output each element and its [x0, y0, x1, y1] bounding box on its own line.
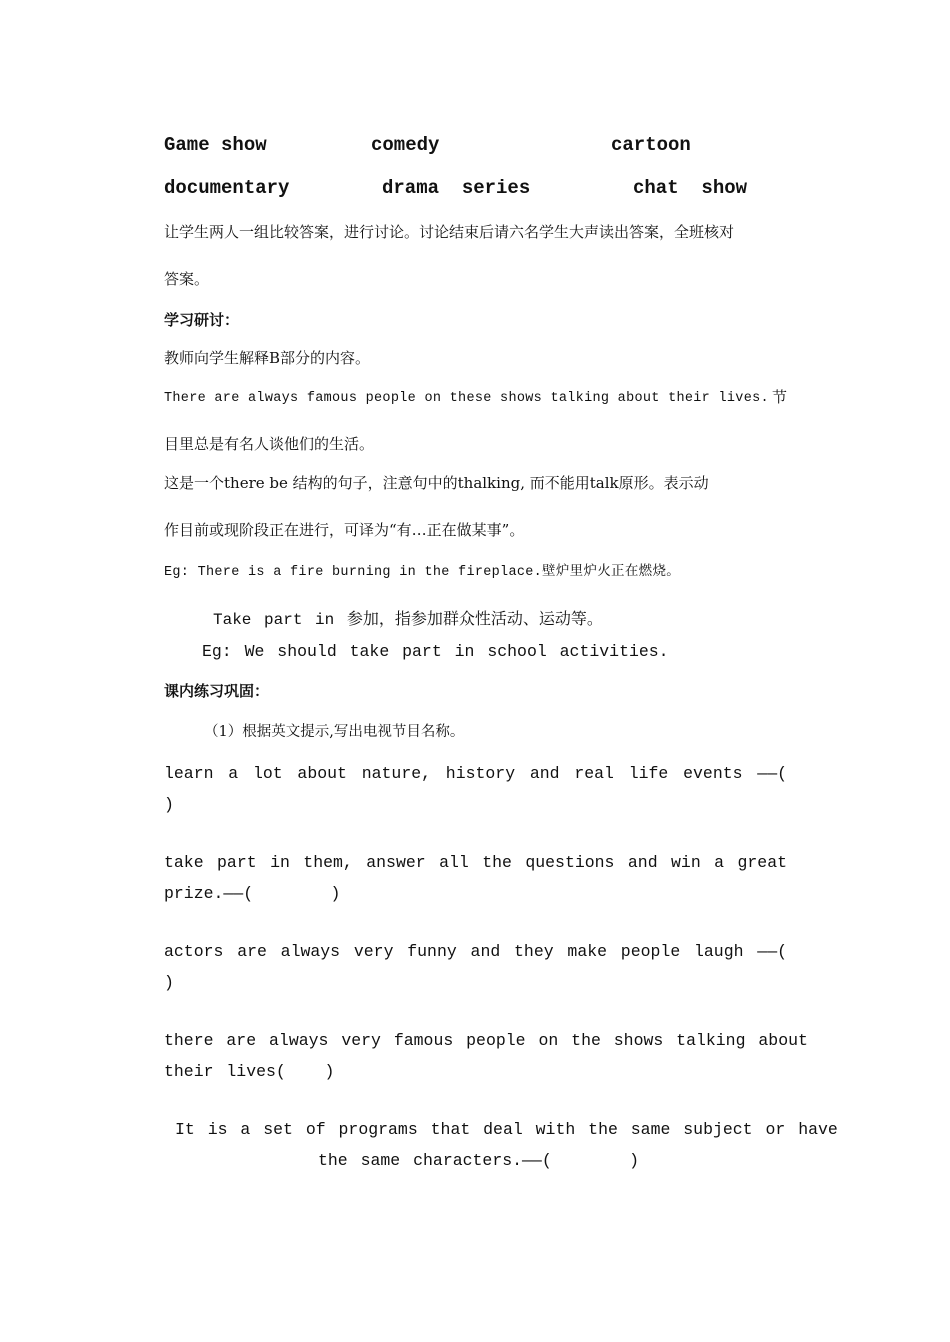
grammar-note-line-1 [164, 472, 709, 493]
section-heading-practice: 课内练习巩固： [164, 682, 270, 700]
section-heading-study: 学习研讨： [164, 311, 240, 329]
question-5-line-1: It is a set of programs that deal with the same subject or have [175, 1120, 838, 1139]
sentence-chinese-start: 节 [771, 388, 787, 406]
question-3-line-1: actors are always very funny and they make people laugh ——( [164, 942, 787, 961]
sentence-english: There are always famous people on these shows talking about their lives. [164, 391, 769, 406]
take-part-in-note: Take part in 参加，指参加群众性活动、运动等。 [213, 611, 603, 629]
vocab-comedy: comedy [371, 134, 440, 156]
grammar-note-text: 这是一个there be 结构的句子，注意句中的thalking, 而不能用talk原形。表示动 [164, 474, 709, 492]
question-2-line-1: take part in them, answer all the questions and win a great [164, 853, 787, 872]
teacher-note: 教师向学生解释B部分的内容。 [164, 349, 371, 367]
question-3-line-2: ) [164, 973, 174, 992]
question-1-line-2: ) [164, 795, 174, 814]
vocab-game-show: Game show [164, 134, 267, 156]
vocab-chat-show: chat show [633, 177, 748, 199]
vocab-drama-series: drama series [382, 177, 531, 199]
example-fireplace: Eg: There is a fire burning in the fireplace.壁炉里炉火正在燃烧。 [164, 565, 681, 580]
vocab-documentary: documentary [164, 177, 290, 199]
instruction-line-2: 答案。 [164, 270, 210, 288]
vocab-cartoon: cartoon [611, 134, 691, 156]
example-school-activities: Eg: We should take part in school activities. [202, 642, 669, 661]
question-4-line-1: there are always very famous people on the shows talking about [164, 1031, 808, 1050]
instruction-line-1: 让学生两人一组比较答案，进行讨论。讨论结束后请六名学生大声读出答案，全班核对 [164, 223, 735, 241]
grammar-note-line-2: 作目前或现阶段正在进行，可译为“有…正在做某事”。 [164, 521, 525, 539]
example-sentence [164, 386, 787, 406]
exercise-title: （1）根据英文提示,写出电视节目名称。 [204, 724, 465, 740]
question-1-line-1: learn a lot about nature, history and real life events ——( [164, 764, 787, 783]
sentence-chinese-end: 目里总是有名人谈他们的生活。 [164, 435, 375, 453]
question-5-line-2: the same characters.——( ) [318, 1151, 640, 1170]
question-4-line-2: their lives( ) [164, 1062, 335, 1081]
question-2-line-2: prize.——( ) [164, 884, 341, 903]
